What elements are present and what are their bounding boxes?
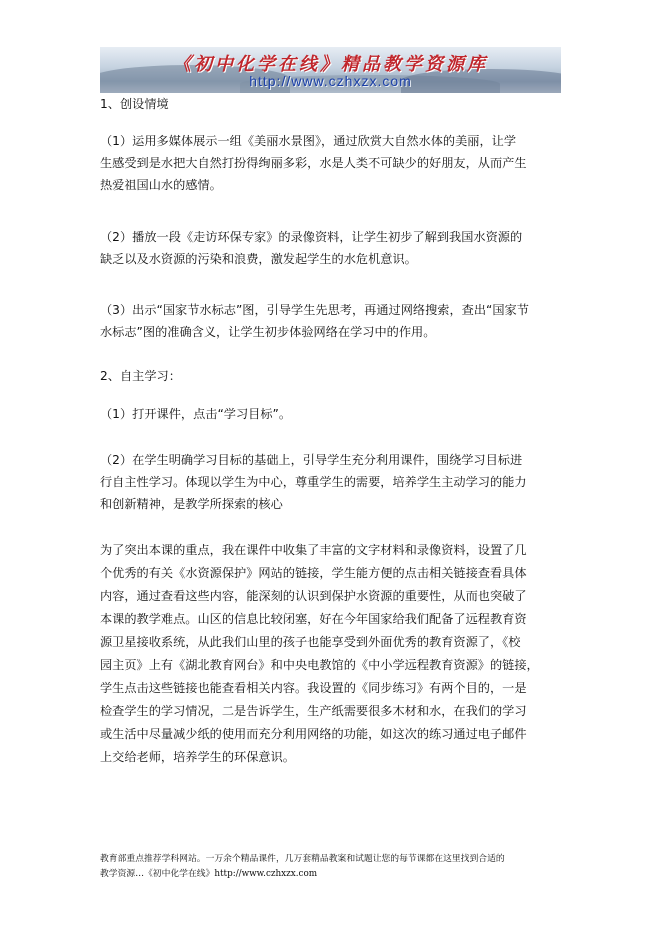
- s2-p1: （1）打开课件，点击“学习目标”。: [100, 407, 292, 421]
- section-heading-1: 1、创设情境: [100, 97, 169, 111]
- s1-p3-line1: （3）出示“国家节水标志”图，引导学生先思考，再通过网络搜索，查出“国家节: [100, 303, 529, 317]
- header-banner: [100, 47, 561, 93]
- section-heading-2: 2、自主学习：: [100, 369, 181, 383]
- para-line1: 为了突出本课的重点，我在课件中收集了丰富的文字材料和录像资料，设置了几: [100, 543, 527, 557]
- s1-p1-line1: （1）运用多媒体展示一组《美丽水景图》，通过欣赏大自然水体的美丽，让学: [100, 134, 517, 148]
- banner-title: 《初中化学在线》精品教学资源库: [173, 54, 488, 75]
- para-line6: 园主页》上有《湖北教育网台》和中央电教馆的《中小学远程教育资源》的链接，: [100, 658, 539, 672]
- para-line3: 内容，通过查看这些内容，能深刻的认识到保护水资源的重要性，从而也突破了: [100, 589, 527, 603]
- page-footer: [100, 852, 570, 882]
- s1-p1-line3: 热爱祖国山水的感情。: [100, 178, 222, 192]
- para-line9: 或生活中尽量减少纸的使用而充分利用网络的功能，如这次的练习通过电子邮件: [100, 727, 527, 741]
- para-line10: 上交给老师，培养学生的环保意识。: [100, 750, 295, 764]
- s1-p1-line2: 生感受到是水把大自然打扮得绚丽多彩，水是人类不可缺少的好朋友，从而产生: [100, 156, 527, 170]
- footer-line1: 教育部重点推荐学科网站。一万余个精品课件，几万套精品教案和试题让您的每节课都在这里找到合适的: [100, 854, 505, 864]
- para-line5: 源卫星接收系统，从此我们山里的孩子也能享受到外面优秀的教育资源了，《校: [100, 635, 521, 649]
- s1-p3-line2: 水标志”图的准确含义，让学生初步体验网络在学习中的作用。: [100, 325, 436, 339]
- para-line8: 检查学生的学习情况，二是告诉学生，生产纸需要很多木材和水，在我们的学习: [100, 704, 527, 718]
- banner-url[interactable]: http://www.czhxzx.com: [249, 73, 412, 89]
- s2-p2-line2: 行自主性学习。体现以学生为中心，尊重学生的需要，培养学生主动学习的能力: [100, 475, 527, 489]
- para-line4: 本课的教学难点。山区的信息比较闭塞，好在今年国家给我们配备了远程教育资: [100, 612, 527, 626]
- s1-p2-line2: 缺乏以及水资源的污染和浪费，激发起学生的水危机意识。: [100, 252, 417, 266]
- para-line2: 个优秀的有关《水资源保护》网站的链接，学生能方便的点击相关链接查看具体: [100, 566, 527, 580]
- footer-line2: 教学资源…《初中化学在线》http://www.czhxzx.com: [100, 869, 318, 879]
- s1-p2-line1: （2）播放一段《走访环保专家》的录像资料，让学生初步了解到我国水资源的: [100, 230, 523, 244]
- s2-p2-line1: （2）在学生明确学习目标的基础上，引导学生充分利用课件，围绕学习目标进: [100, 453, 523, 467]
- s2-p2-line3: 和创新精神，是教学所探索的核心: [100, 497, 283, 511]
- para-line7: 学生点击这些链接也能查看相关内容。我设置的《同步练习》有两个目的，一是: [100, 681, 527, 695]
